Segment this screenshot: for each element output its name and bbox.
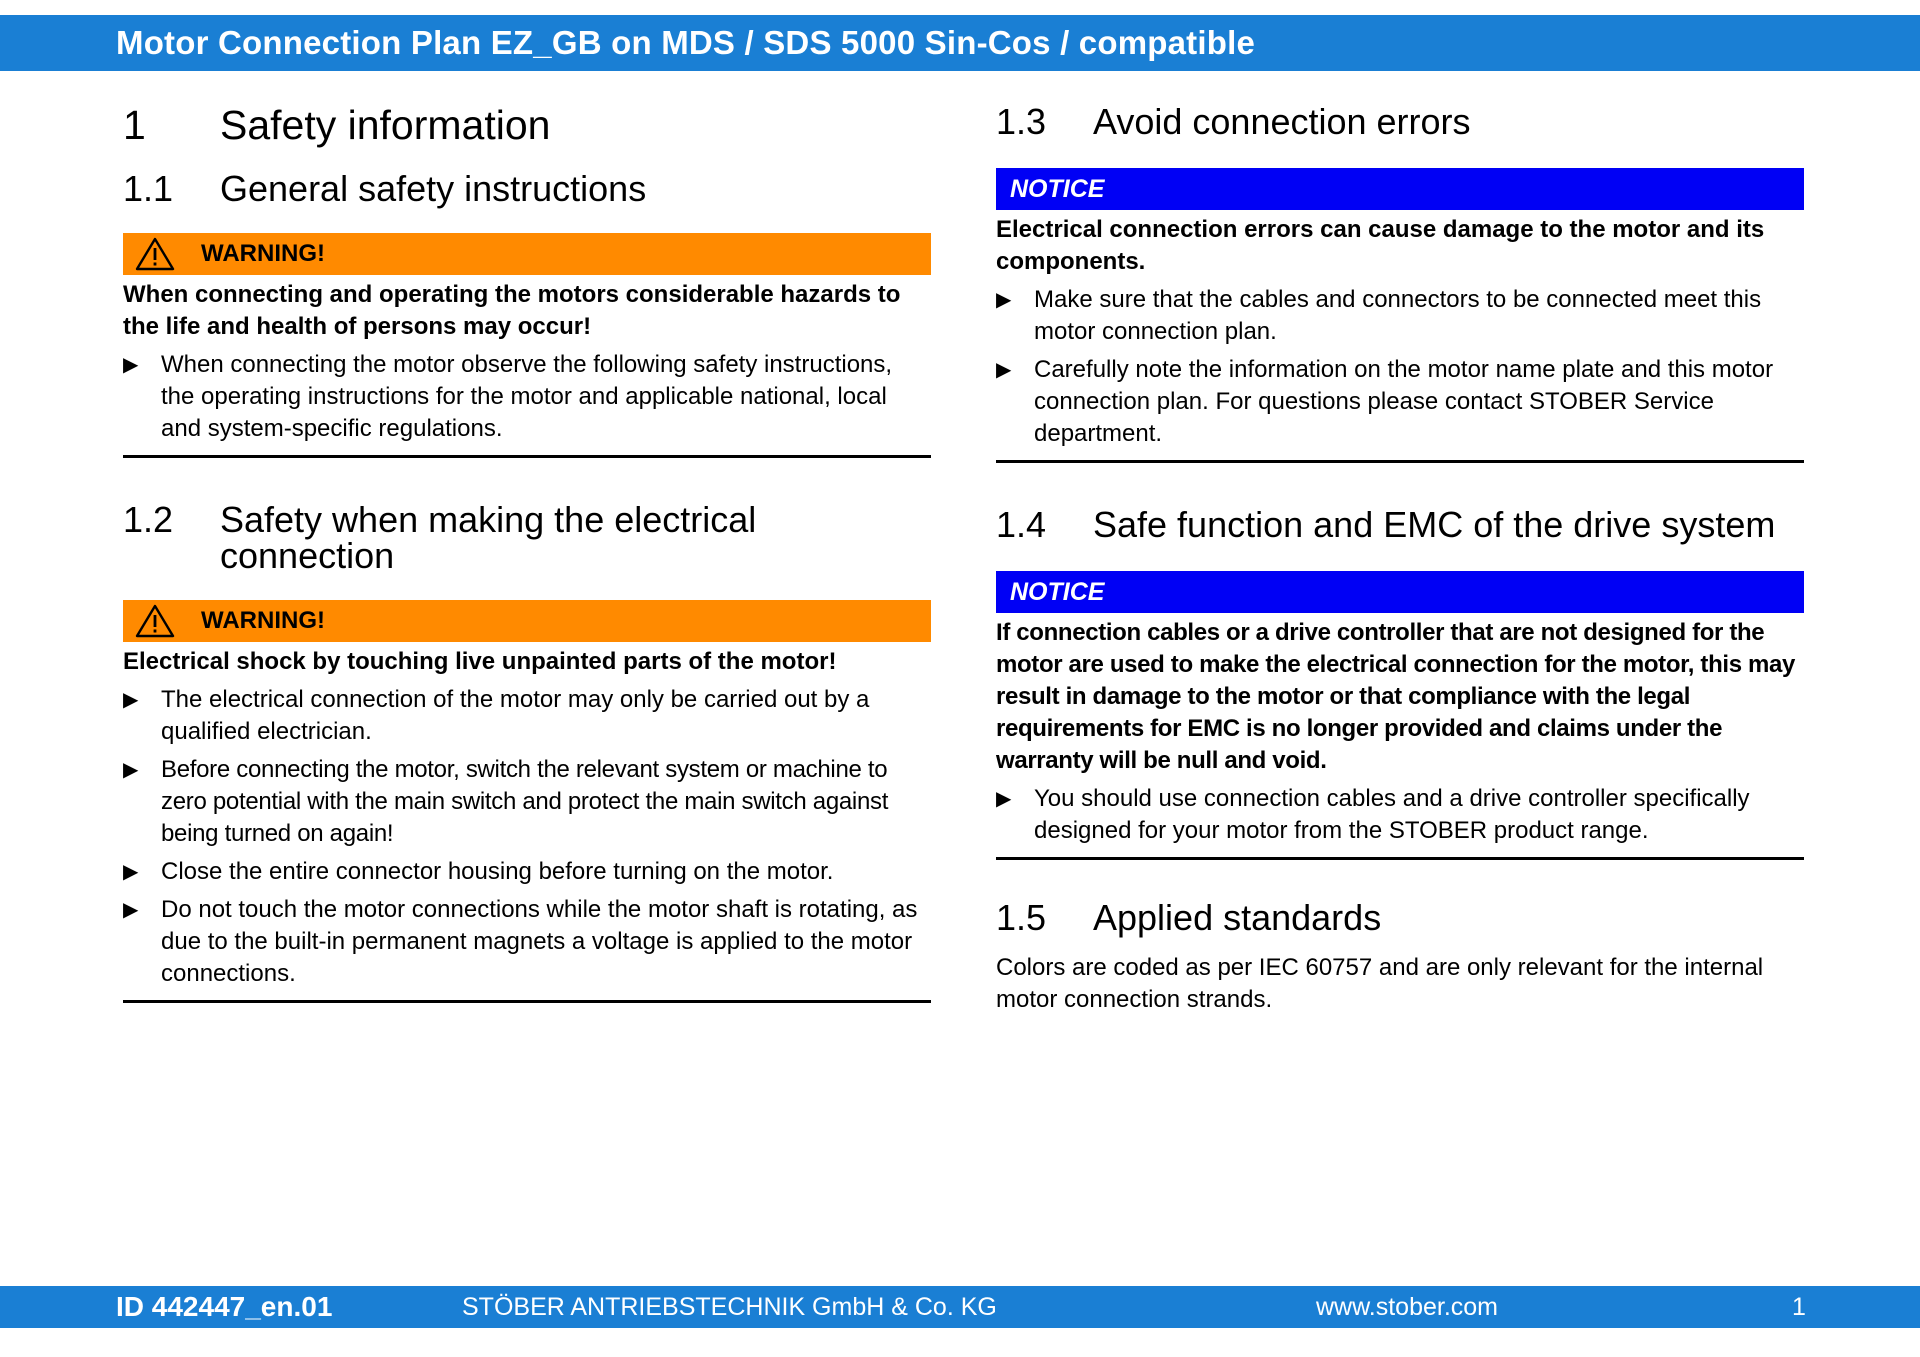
section-title: Safe function and EMC of the drive system: [1093, 504, 1776, 545]
section-1-3-heading: [996, 101, 1804, 142]
page-number: 1: [1792, 1293, 1806, 1321]
list-item: ▶ Do not touch the motor connections while the motor shaft is rotating, as due to the built-in permanent magnets a voltage is applied to the motor connections.: [123, 894, 931, 990]
warning-lead-text: Electrical shock by touching live unpainted parts of the motor!: [123, 648, 837, 675]
list-item: ▶ When connecting the motor observe the following safety instructions, the operating instructions for the motor and applicable national, local and system-specific regulations.: [123, 349, 931, 445]
section-number: 1.2: [123, 499, 174, 540]
section-1-1-heading: [123, 168, 931, 209]
list-item: ▶ You should use connection cables and a drive controller specifically designed for your motor from the STOBER product range.: [996, 783, 1804, 847]
section-title: Safety when making the electrical connection: [220, 499, 757, 576]
section-number: 1.4: [996, 504, 1047, 545]
list-item: ▶ Make sure that the cables and connectors to be connected meet this motor connection plan.: [996, 284, 1804, 348]
right-column: [996, 95, 1804, 1016]
notice-lead-text: If connection cables or a drive controller that are not designed for the motor are used to make the electrical connection for the motor, this may result in damage to the motor or that compliance with the legal requirements for EMC is no longer provided and claims under the warranty will be null and void.: [996, 619, 1796, 774]
section-title: General safety instructions: [220, 168, 647, 209]
section-divider: [123, 455, 931, 458]
notice-label: NOTICE: [1010, 174, 1105, 203]
section-number: 1.3: [996, 101, 1047, 142]
notice-label: NOTICE: [1010, 577, 1105, 606]
warning-label: WARNING!: [201, 240, 325, 267]
document-id: ID 442447_en.01: [116, 1291, 333, 1322]
bullet-arrow-icon: ▶: [123, 861, 139, 883]
warning-triangle-icon: [135, 237, 175, 271]
notice-bar: [996, 168, 1804, 210]
bullet-arrow-icon: ▶: [996, 289, 1012, 311]
standards-text: Colors are coded as per IEC 60757 and are only relevant for the internal motor connection strands.: [996, 954, 1764, 1013]
list-item: ▶ Close the entire connector housing before turning on the motor.: [123, 856, 931, 888]
warning-bar: [123, 600, 931, 642]
footer-bar: [0, 1286, 1920, 1328]
chapter-number: 1: [123, 102, 146, 148]
section-divider: [123, 1000, 931, 1003]
notice-bar: [996, 571, 1804, 613]
section-divider: [996, 460, 1804, 463]
bullet-arrow-icon: ▶: [996, 359, 1012, 381]
list-item: ▶ The electrical connection of the motor may only be carried out by a qualified electrician.: [123, 684, 931, 748]
document-title: Motor Connection Plan EZ_GB on MDS / SDS 5000 Sin-Cos / compatible: [116, 24, 1256, 61]
header-bar: [0, 15, 1920, 71]
bullet-arrow-icon: ▶: [123, 354, 139, 376]
notice-lead-text: Electrical connection errors can cause damage to the motor and its components.: [996, 216, 1765, 275]
website-link[interactable]: www.stober.com: [1316, 1293, 1499, 1321]
bullet-arrow-icon: ▶: [996, 788, 1012, 810]
section-1-4-heading: [996, 504, 1804, 545]
left-column: [123, 95, 931, 1003]
chapter-title: Safety information: [220, 102, 551, 148]
warning-bar: [123, 233, 931, 275]
section-1-5-heading: [996, 897, 1804, 938]
list-item: ▶ Before connecting the motor, switch the relevant system or machine to zero potential with the main switch and protect the main switch against being turned on again!: [123, 754, 931, 850]
section-title: Avoid connection errors: [1093, 101, 1471, 142]
list-item: ▶ Carefully note the information on the motor name plate and this motor connection plan. For questions please contact STOBER Service department.: [996, 354, 1804, 450]
bullet-arrow-icon: ▶: [123, 899, 139, 921]
bullet-arrow-icon: ▶: [123, 759, 139, 781]
warning-lead-text: When connecting and operating the motors considerable hazards to the life and health of persons may occur!: [123, 281, 901, 340]
section-number: 1.1: [123, 168, 174, 209]
warning-label: WARNING!: [201, 607, 325, 634]
chapter-heading: [123, 99, 931, 151]
warning-triangle-icon: [135, 604, 175, 638]
section-divider: [996, 857, 1804, 860]
company-name: STÖBER ANTRIEBSTECHNIK GmbH & Co. KG: [462, 1293, 997, 1321]
section-1-2-heading: [123, 499, 931, 576]
section-number: 1.5: [996, 897, 1047, 938]
bullet-arrow-icon: ▶: [123, 689, 139, 711]
section-title: Applied standards: [1093, 897, 1382, 938]
